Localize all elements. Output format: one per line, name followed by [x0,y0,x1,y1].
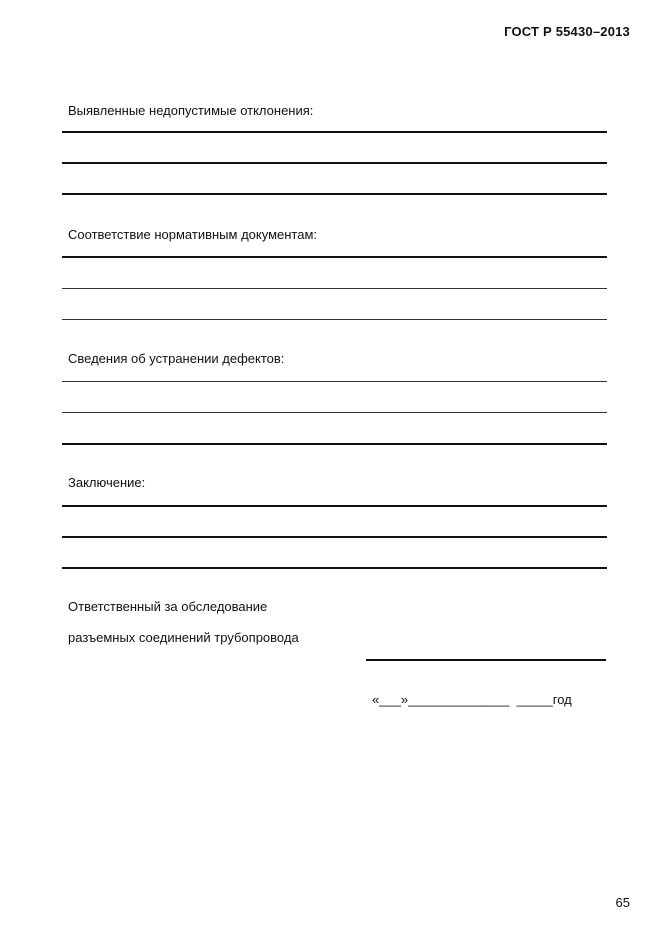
section-label-conclusion: Заключение: [68,475,146,490]
fill-line [62,381,607,382]
date-field: «___»______________ _____год [372,692,572,707]
section-label-deviations: Выявленные недопустимые отклонения: [68,103,314,118]
fill-line [62,256,607,258]
fill-line [62,536,607,538]
fill-line [62,443,607,445]
fill-line [62,131,607,133]
section-label-compliance: Соответствие нормативным документам: [68,227,317,242]
fill-line [62,412,607,413]
fill-line [62,567,607,569]
fill-line [62,505,607,507]
responsible-label-line2: разъемных соединений трубопровода [68,630,299,645]
signature-line [366,659,606,661]
page-number: 65 [615,895,630,910]
responsible-label-line1: Ответственный за обследование [68,599,268,614]
fill-line [62,319,607,320]
fill-line [62,193,607,195]
document-header: ГОСТ Р 55430–2013 [504,24,630,39]
section-label-defect-removal: Сведения об устранении дефектов: [68,351,285,366]
fill-line [62,288,607,289]
fill-line [62,162,607,164]
